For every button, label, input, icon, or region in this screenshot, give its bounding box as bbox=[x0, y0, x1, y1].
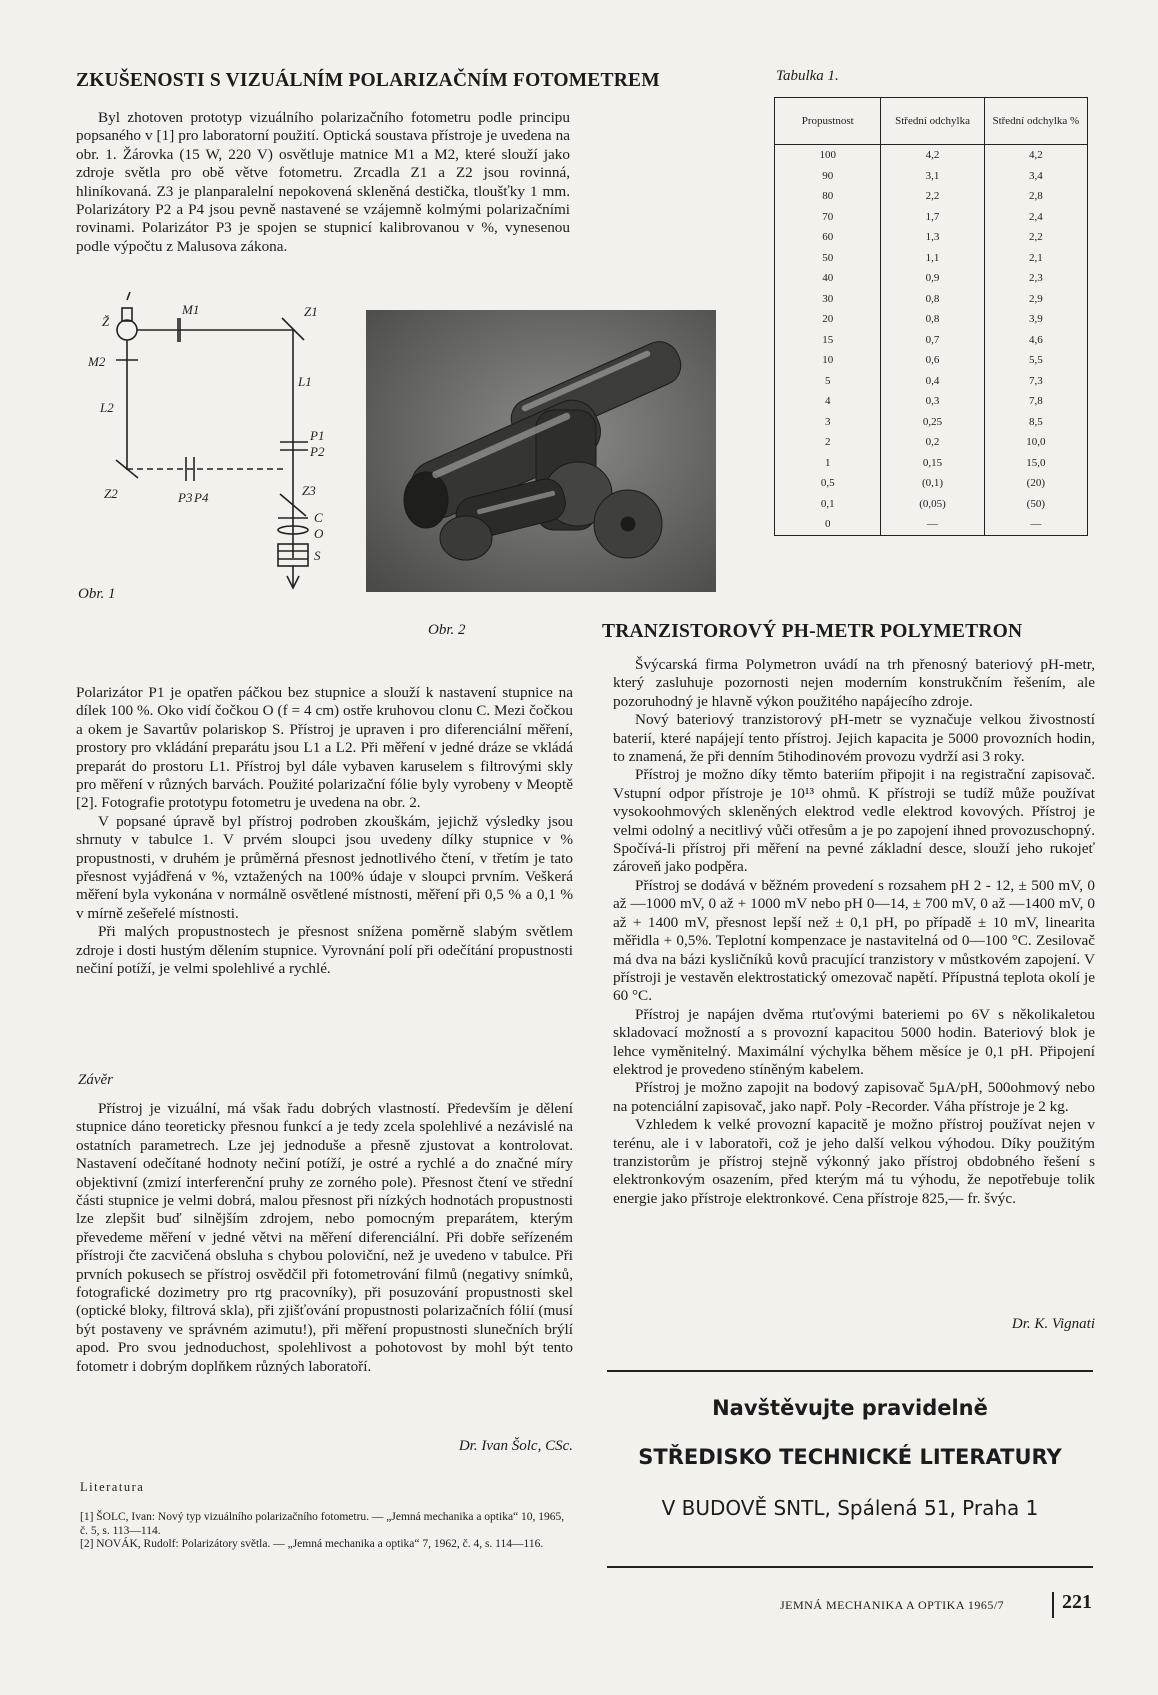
table-cell: (20) bbox=[984, 473, 1087, 494]
label-o: O bbox=[314, 526, 324, 541]
conclusion-heading: Závěr bbox=[78, 1072, 113, 1088]
article-title: ZKUŠENOSTI S VIZUÁLNÍM POLARIZAČNÍM FOTOMETREM bbox=[76, 70, 660, 91]
table-cell: 2,4 bbox=[984, 207, 1087, 228]
table-row bbox=[775, 432, 1088, 453]
table-cell: — bbox=[881, 514, 984, 535]
table-body bbox=[775, 145, 1088, 535]
label-p2: P2 bbox=[310, 444, 325, 459]
table-cell: 2,3 bbox=[984, 268, 1087, 289]
lamp-symbol bbox=[117, 320, 137, 340]
phmeter-paragraph-1: Švýcarská firma Polymetron uvádí na trh přenosný bateriový pH-metr, který zasluhuje pozornosti nejen moderním konstrukčním řešením, ale pozoruhodný je hlavně výkon použitého napájecího zdroje. bbox=[613, 656, 1095, 710]
table-cell: 2,8 bbox=[984, 186, 1087, 207]
table-cell: 80 bbox=[775, 186, 881, 207]
label-l1: L1 bbox=[298, 374, 312, 389]
table-row bbox=[775, 350, 1088, 371]
table-cell: 3 bbox=[775, 412, 881, 433]
table-cell: 1,7 bbox=[881, 207, 984, 228]
conclusion-text: Přístroj je vizuální, má však řadu dobrých vlastností. Především je dělení stupnice dáno teoreticky přesnou funkcí a je tedy zcela spolehlivé a nezávislé na ostatních parametrech. Lze jej jednoduše a přesně zjustovat a kontrolovat. Nastavení odečítané hodnoty nečiní potíží, je ostré a rychlé a do značné míry objektivní (zmizí interferenční pruhy ze zorného pole). Přesnost čtení ve střední části stupnice je velmi dobrá, malou přesnost při nízkých hodnotách propustnosti lze zlepšit buď silnějším zdrojem, nebo pomocným preparátem, kterým převedeme měření v jedné větvi na měření diferenciální. Při dobře seřízeném přístroji čte zacvičená obsluha s chybou poloviční, než je uvedeno v tabulce. Při prvních pokusech se přístroj osvědčil při fotometrování filmů (negativy snímků, fotografické dozimetry pro rtg pracovníky), při posuzování propustnosti skel (optické bloky, filtrová skla), při zjišťování propustnosti polarizačních fólií (musí být postaveny ve správném azimutu!), při měření propustnosti slunečních brýlí apod. Pro svou jednoduchost, spolehlivost a pohotovost by mohl být tento fotometr i dobrým doplňkem různých laboratoří. bbox=[76, 1100, 573, 1375]
phmeter-paragraph-7: Vzhledem k velké provozní kapacitě je možno přístroj používat nejen v terénu, ale i v laboratoři, což je jeho další velkou výhodou. Díky použitým tranzistorům je přístroj stejně výkonný jako přístroj obdobného řešení s elektronkovým osazením, před kterým má tu výhodu, že nepotřebuje tolik energie jako přístroje elektronkové. Cena přístroje 825,— fr. švýc. bbox=[613, 1116, 1095, 1207]
reference-1: [1] ŠOLC, Ivan: Nový typ vizuálního polarizačního fotometru. — „Jemná mechanika a optika“ 10, 1965, č. 5, s. 113—114. bbox=[80, 1511, 565, 1537]
table-cell: 0,8 bbox=[881, 309, 984, 330]
label-z1: Z1 bbox=[304, 304, 318, 319]
journal-footer: JEMNÁ MECHANIKA A OPTIKA 1965/7 bbox=[780, 1598, 1005, 1612]
table-cell: 0 bbox=[775, 514, 881, 535]
table-cell: 10,0 bbox=[984, 432, 1087, 453]
table-cell: 4 bbox=[775, 391, 881, 412]
table-cell: 7,8 bbox=[984, 391, 1087, 412]
table-cell: 4,2 bbox=[984, 145, 1087, 166]
phmeter-author: Dr. K. Vignati bbox=[1011, 1316, 1095, 1332]
table-cell: 0,5 bbox=[775, 473, 881, 494]
label-m1: M1 bbox=[182, 302, 200, 317]
phmeter-paragraph-4: Přístroj se dodává v běžném provedení s rozsahem pH 2 - 12, ± 500 mV, 0 až —1000 mV, 0 až + 1000 mV nebo pH 0—14, ± 700 mV, 0 až —1400 mV, 0 až + 1400 mV, přesnost lepší než ± 0,1 pH, po případě ± 10 mV, linearita měřidla + 0,5%. Teplotní kompenzace je nastavitelná od 0—100 °C. Zesilovač má dva na bázi kysličníků kovů pracující tranzistory v můstkovém zapojení. V přístroji je vestavěn elektrostatický omezovač napětí. Přípustná teplota okolí je 60 °C. bbox=[613, 876, 1095, 1005]
label-s: S bbox=[314, 548, 321, 563]
table-cell: 60 bbox=[775, 227, 881, 248]
ad-line-1: Navštěvujte pravidelně bbox=[712, 1396, 988, 1420]
label-p3: P3 bbox=[178, 490, 193, 505]
table-cell: 10 bbox=[775, 350, 881, 371]
table-row bbox=[775, 330, 1088, 351]
table-row bbox=[775, 227, 1088, 248]
prototype-photo bbox=[366, 310, 716, 592]
fig1-caption: Obr. 1 bbox=[78, 586, 116, 602]
table-cell: 0,8 bbox=[881, 289, 984, 310]
table-cell: 5,5 bbox=[984, 350, 1087, 371]
conclusion-section bbox=[76, 1100, 573, 1376]
table-row bbox=[775, 514, 1088, 535]
author-signature: Dr. Ivan Šolc, CSc. bbox=[458, 1438, 573, 1454]
references-list bbox=[80, 1511, 574, 1552]
label-c: C bbox=[314, 510, 323, 525]
page-number: 221 bbox=[1062, 1591, 1092, 1613]
table-row bbox=[775, 453, 1088, 474]
optical-diagram bbox=[82, 290, 352, 634]
table-row bbox=[775, 371, 1088, 392]
table-cell: 0,25 bbox=[881, 412, 984, 433]
label-z2: Z2 bbox=[104, 486, 118, 501]
results-table bbox=[774, 97, 1088, 536]
table-cell: 100 bbox=[775, 145, 881, 166]
table-row bbox=[775, 494, 1088, 515]
table-cell: 0,1 bbox=[775, 494, 881, 515]
table-cell: 0,9 bbox=[881, 268, 984, 289]
phmeter-body bbox=[613, 656, 1095, 1208]
table-cell: 1,3 bbox=[881, 227, 984, 248]
table-cell: 0,3 bbox=[881, 391, 984, 412]
table-cell: 1 bbox=[775, 453, 881, 474]
table-cell: 0,2 bbox=[881, 432, 984, 453]
second-article-title: TRANZISTOROVÝ PH-METR POLYMETRON bbox=[602, 621, 1023, 642]
table-cell: 2,9 bbox=[984, 289, 1087, 310]
table-cell: 70 bbox=[775, 207, 881, 228]
table-cell: 2,2 bbox=[984, 227, 1087, 248]
table-row bbox=[775, 268, 1088, 289]
table-cell: 0,15 bbox=[881, 453, 984, 474]
table-cell: 15 bbox=[775, 330, 881, 351]
body-paragraph-3: Při malých propustnostech je přesnost snížena poměrně slabým světlem zdroje i dosti hustým dělením stupnice. Vyrovnání polí při odečítání propustnosti nečiní potíží, je velmi spolehlivé a rychlé. bbox=[76, 923, 573, 978]
footer-divider bbox=[1052, 1592, 1054, 1618]
table-cell: — bbox=[984, 514, 1087, 535]
ad-top-rule bbox=[607, 1370, 1093, 1372]
label-p4: P4 bbox=[194, 490, 209, 505]
table-cell: 4,6 bbox=[984, 330, 1087, 351]
table-row bbox=[775, 289, 1088, 310]
table-cell: 2 bbox=[775, 432, 881, 453]
table-cell: 2,1 bbox=[984, 248, 1087, 269]
label-z3: Z3 bbox=[302, 483, 316, 498]
table-row bbox=[775, 391, 1088, 412]
table-header-odchylka: Střední odchylka bbox=[881, 98, 984, 145]
phmeter-paragraph-3: Přístroj je možno díky těmto bateriím připojit i na registrační zapisovač. Vstupní odpor přístroje je 10¹³ ohmů. K přístroji se tudíž může používat vysokoohmových skleněných elektrod vedle elektrod kovových. Přístroj je velmi odolný a necitlivý vůči otřesům a je po zapojení ihned provozuschopný. Spočívá-li přístroj při měření na pevné základní desce, slouží jeho rukojeť zároveň jako podpěra. bbox=[613, 766, 1095, 876]
table-header-odchylka-pct: Střední odchylka % bbox=[984, 98, 1087, 145]
table-cell: 5 bbox=[775, 371, 881, 392]
table-cell: 0,7 bbox=[881, 330, 984, 351]
table-cell: 90 bbox=[775, 166, 881, 187]
table-cell: 7,3 bbox=[984, 371, 1087, 392]
reference-2: [2] NOVÁK, Rudolf: Polarizátory světla. — „Jemná mechanika a optika“ 7, 1962, č. 4, s. 114—116. bbox=[80, 1538, 544, 1550]
ad-line-2: STŘEDISKO TECHNICKÉ LITERATURY bbox=[638, 1445, 1062, 1469]
ad-line-3: V BUDOVĚ SNTL, Spálená 51, Praha 1 bbox=[661, 1496, 1039, 1520]
fig2-caption: Obr. 2 bbox=[428, 622, 466, 638]
phmeter-paragraph-6: Přístroj je možno zapojit na bodový zapisovač 5μA/pH, 500ohmový nebo na potenciální zapisovač, jako např. Poly -Recorder. Váha přístroje je 2 kg. bbox=[613, 1079, 1095, 1115]
literature-heading: Literatura bbox=[80, 1480, 145, 1494]
table-cell: 1,1 bbox=[881, 248, 984, 269]
table-cell: 30 bbox=[775, 289, 881, 310]
label-z: Ž bbox=[102, 314, 110, 329]
table-row bbox=[775, 166, 1088, 187]
table-cell: 2,2 bbox=[881, 186, 984, 207]
table-header-propustnost: Propustnost bbox=[775, 98, 881, 145]
table-row bbox=[775, 145, 1088, 166]
table-row bbox=[775, 248, 1088, 269]
phmeter-paragraph-5: Přístroj je napájen dvěma rtuťovými bateriemi po 6V s několikaletou skladovací možností a s provozní kapacitou 5000 hodin. Bateriový blok je lehce vyměnitelný. Maximální výchylka během měsíce je 0,1 pH. Připojení elektrod je provedeno stíněným kabelem. bbox=[613, 1005, 1095, 1078]
table-row bbox=[775, 207, 1088, 228]
table-cell: 40 bbox=[775, 268, 881, 289]
body-paragraph-2: V popsané úpravě byl přístroj podroben zkouškám, jejichž výsledky jsou shrnuty v tabulce 1. V prvém sloupci jsou uvedeny dílky stupnice v % propustnosti, v druhém je průměrná přesnost jednotlivého čtení, v třetím je tato přesnost vyjádřená v %, vztažených na 100% údaje v sloupci prvním. Veškerá měření byla vykonána v normálně osvětlené místnosti, měření při 0,5 % a 0,1 % v mírně zešeřelé místnosti. bbox=[76, 812, 573, 922]
table-cell: 0,6 bbox=[881, 350, 984, 371]
table-row bbox=[775, 186, 1088, 207]
phmeter-paragraph-2: Nový bateriový tranzistorový pH-metr se vyznačuje velkou živostností baterií, které napájejí tento přístroj. Jejich kapacita je 5000 provozních hodin, to znamená, že při denním 5tihodinovém provozu vydrží asi 3 roky. bbox=[613, 711, 1095, 766]
table-cell: 3,1 bbox=[881, 166, 984, 187]
table-caption: Tabulka 1. bbox=[776, 68, 839, 84]
table-cell: 20 bbox=[775, 309, 881, 330]
table-cell: (0,05) bbox=[881, 494, 984, 515]
table-row bbox=[775, 309, 1088, 330]
table-cell: (50) bbox=[984, 494, 1087, 515]
table-cell: 50 bbox=[775, 248, 881, 269]
ad-bottom-rule bbox=[607, 1566, 1093, 1568]
table-row bbox=[775, 412, 1088, 433]
intro-paragraph bbox=[76, 109, 570, 256]
body-paragraph-1: Polarizátor P1 je opatřen páčkou bez stupnice a slouží k nastavení stupnice na dílek 100 %. Oko vidí čočkou O (f = 4 cm) ostře kruhovou clonu C. Mezi čočkou a okem je Savartův polariskop S. Přístroj je upraven i pro diferenciální měření, prostory pro vkládání preparátu jsou L1 a L2. Při měření v jedné dráze se vkládá preparát do prostoru L1. Přístroj byl dále vybaven karuselem s filtrovými skly pro měření v různých barvách. Použité polarizační fólie byly vyrobeny v Meoptě [2]. Fotografie prototypu fotometru je uvedena na obr. 2. bbox=[76, 684, 573, 812]
table-cell: 15,0 bbox=[984, 453, 1087, 474]
label-l2: L2 bbox=[100, 400, 114, 415]
table-cell: 4,2 bbox=[881, 145, 984, 166]
intro-text: Byl zhotoven prototyp vizuálního polarizačního fotometru podle principu popsaného v [1] pro laboratorní použití. Optická soustava přístroje je uvedena na obr. 1. Žárovka (15 W, 220 V) osvětluje matnice M1 a M2, které slouží jako zdroje světla pro obě větve fotometru. Zrcadla Z1 a Z2 jsou rovinná, hliníkovaná. Z3 je planparalelní nepokovená skleněná destička, tloušťky 1 mm. Polarizátory P2 a P4 jsou pevně nastavené se vzájemně kolmými polarizačními rovinami. Polarizátor P3 je spojen se stupnicí kalibrovanou v %, vynesenou podle výpočtu z Malusova zákona. bbox=[76, 109, 570, 255]
label-m2: M2 bbox=[88, 354, 106, 369]
table-cell: 8,5 bbox=[984, 412, 1087, 433]
table-cell: 0,4 bbox=[881, 371, 984, 392]
lamp-socket bbox=[122, 308, 132, 321]
table-cell: 3,9 bbox=[984, 309, 1087, 330]
table-cell: 3,4 bbox=[984, 166, 1087, 187]
body-section bbox=[76, 684, 573, 979]
table-row bbox=[775, 473, 1088, 494]
table-cell: (0,1) bbox=[881, 473, 984, 494]
label-p1: P1 bbox=[310, 428, 325, 443]
